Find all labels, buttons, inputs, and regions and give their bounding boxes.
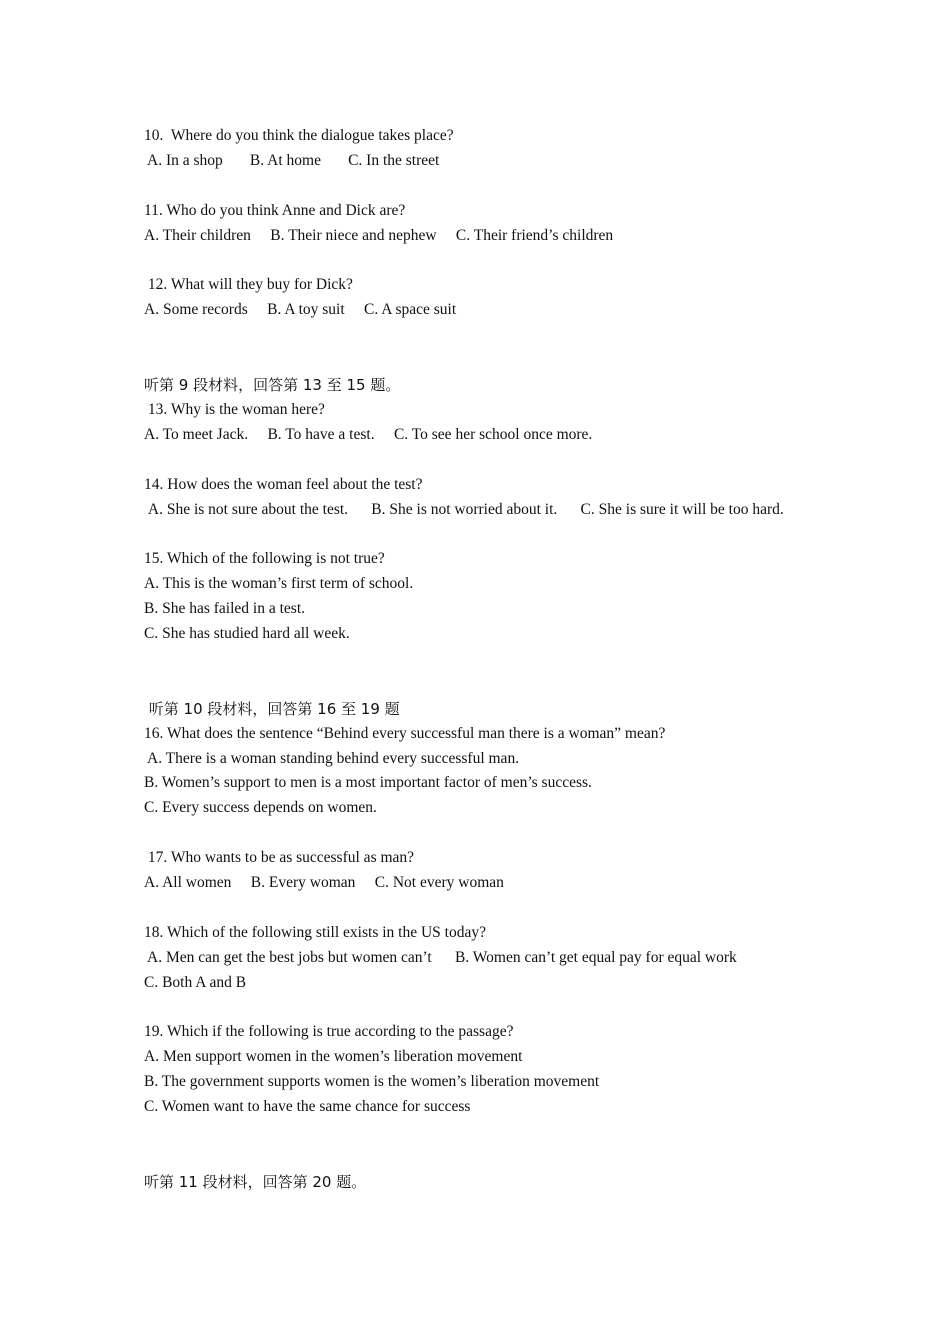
option-c: C. Both A and B <box>144 973 247 991</box>
option-a: A. In a shop <box>144 151 223 169</box>
section-heading-10: 听第 10 段材料，回答第 16 至 19 题 <box>144 699 400 718</box>
option-b: B. Their niece and nephew <box>270 226 437 244</box>
option-c: C. In the street <box>348 151 440 169</box>
option-a: A. Some records <box>144 301 248 319</box>
option-b: B. Every woman <box>250 874 356 892</box>
question-11-options <box>144 224 809 249</box>
question-11: 11. Who do you think Anne and Dick are? <box>144 201 406 219</box>
option-b: B. To have a test. <box>267 425 375 443</box>
option-b: B. At home <box>249 151 321 169</box>
option-a: A. To meet Jack. <box>144 425 249 443</box>
option-b: B. The government supports women is the women’s liberation movement <box>144 1073 600 1091</box>
option-c: C. Not every woman <box>374 874 504 892</box>
option-c: C. Women want to have the same chance for success <box>144 1098 471 1116</box>
exam-page <box>144 124 809 1195</box>
question-16: 16. What does the sentence “Behind every successful man there is a woman” mean? <box>144 724 666 742</box>
option-c: C. To see her school once more. <box>393 425 593 443</box>
question-14: 14. How does the woman feel about the test? <box>144 475 423 493</box>
section-heading-9: 听第 9 段材料，回答第 13 至 15 题。 <box>144 376 401 395</box>
question-13: 13. Why is the woman here? <box>144 400 325 418</box>
option-c: C. A space suit <box>364 301 457 319</box>
option-a: A. Men support women in the women’s liberation movement <box>144 1048 523 1066</box>
question-19: 19. Which if the following is true according to the passage? <box>144 1023 514 1041</box>
option-a: A. Their children <box>144 226 251 244</box>
question-18: 18. Which of the following still exists in the US today? <box>144 923 486 941</box>
option-c: C. She has studied hard all week. <box>144 625 350 643</box>
question-10-options <box>144 149 809 174</box>
question-12-options <box>144 298 809 323</box>
option-c: C. Their friend’s children <box>455 226 614 244</box>
option-b: B. A toy suit <box>267 301 345 319</box>
option-a: A. There is a woman standing behind every successful man. <box>144 749 520 767</box>
option-a: A. All women <box>144 874 232 892</box>
question-18-options-ab: A. Men can get the best jobs but women can’t B. Women can’t get equal pay for equal work <box>144 948 737 966</box>
option-b: B. Women’s support to men is a most important factor of men’s success. <box>144 774 592 792</box>
question-17-options <box>144 871 809 896</box>
section-heading-11: 听第 11 段材料，回答第 20 题。 <box>144 1172 367 1191</box>
question-15: 15. Which of the following is not true? <box>144 550 385 568</box>
question-13-options <box>144 423 809 448</box>
question-14-options: A. She is not sure about the test. B. She is not worried about it. C. She is sure it will be too hard. <box>144 500 784 518</box>
option-c: C. Every success depends on women. <box>144 799 377 817</box>
question-17: 17. Who wants to be as successful as man? <box>144 849 415 867</box>
option-a: A. This is the woman’s first term of school. <box>144 575 414 593</box>
question-12: 12. What will they buy for Dick? <box>144 276 353 294</box>
question-10: 10. Where do you think the dialogue takes place? <box>144 127 454 144</box>
option-b: B. She has failed in a test. <box>144 600 305 618</box>
